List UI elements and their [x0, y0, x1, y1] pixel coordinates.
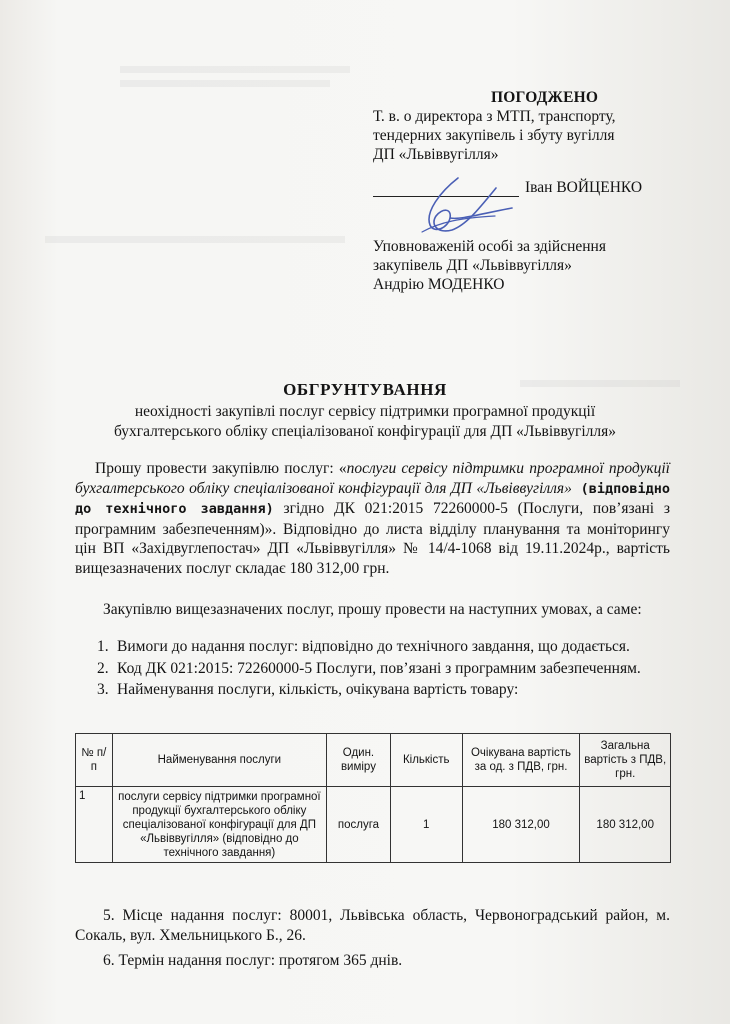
list-item-number: 1.: [97, 638, 109, 655]
header-unit-price: Очікувана вартість за од. з ПДВ, грн.: [462, 734, 580, 787]
list-item: [97, 659, 670, 679]
header-service-name: Найменування послуги: [112, 734, 326, 787]
header-number: № п/п: [76, 734, 113, 787]
handwritten-signature-icon: [400, 170, 520, 250]
list-item-text: Найменування послуги, кількість, очікувана вартість товару:: [117, 681, 519, 698]
service-location-paragraph: 5. Місце надання послуг: 80001, Львівська область, Червоноградський район, м. Сокаль, вул. Хмельницького Б., 26.: [75, 907, 670, 944]
cell-unit-price: 180 312,00: [462, 787, 580, 863]
document-title: ОБГРУНТУВАННЯ: [283, 380, 447, 399]
header-total: Загальна вартість з ПДВ, грн.: [580, 734, 671, 787]
cell-quantity: 1: [390, 787, 462, 863]
cell-number: 1: [76, 787, 113, 863]
subtitle-line: неохідності закупівлі послуг сервісу підтримки програмної продукції: [134, 403, 596, 420]
bleed-through-text: [120, 66, 350, 73]
approval-heading: ПОГОДЖЕНО: [491, 89, 599, 106]
service-term-paragraph: 6. Термін надання послуг: протягом 365 днів.: [103, 952, 403, 969]
cell-unit: послуга: [327, 787, 391, 863]
list-item: [97, 680, 670, 700]
list-item-text: Код ДК 021:2015: 72260000-5 Послуги, пов’язані з програмним забезпеченням.: [117, 659, 641, 677]
services-table: [75, 733, 671, 863]
conditions-list: [97, 637, 670, 702]
request-start: Прошу провести закупівлю послуг: «: [95, 460, 347, 477]
approval-line: тендерних закупівель і збуту вугілля: [373, 127, 615, 144]
header-quantity: Кількість: [390, 734, 462, 787]
list-item-number: 3.: [97, 681, 109, 698]
header-unit: Один. виміру: [327, 734, 391, 787]
table-header-row: [76, 734, 671, 787]
document-subtitle: [60, 402, 670, 442]
list-item-number: 2.: [97, 659, 109, 677]
conditions-paragraph: Закупівлю вищезазначених послуг, прошу провести на наступних умовах, а саме:: [103, 601, 642, 618]
addressee-line: Андрію МОДЕНКО: [373, 276, 505, 293]
tech-spec-note: (відповідно до технічного завдання): [75, 480, 670, 517]
cell-service-name: послуги сервісу підтримки програмної продукції бухгалтерського обліку спеціалізованої конфігурації для ДП «Львіввугілля» (відповідно до технічного завдання): [112, 787, 326, 863]
approval-line: ДП «Львіввугілля»: [373, 146, 499, 163]
list-item: [97, 637, 670, 657]
bleed-through-text: [120, 80, 330, 87]
signer-name: Іван ВОЙЦЕНКО: [525, 179, 643, 196]
request-end: згідно ДК 021:2015 72260000-5 (Послуги, пов’язані з програмним забезпеченням)». Відповідно до листа відділу планування та моніторингу цін ВП «Західвуглепостач» ДП «Львіввугілля» № 14/4-1068 від 19.11.2024р., вартість вищезазначених послуг складає 180 312,00 грн.: [75, 500, 670, 577]
service-name-italic: послуги сервісу підтримки програмної продукції бухгалтерського обліку спеціалізованої конфігурації для ДП «Львіввугілля»: [75, 460, 670, 497]
bleed-through-text: [45, 236, 345, 243]
subtitle-line: бухгалтерського обліку спеціалізованої конфігурації для ДП «Львіввугілля»: [113, 423, 617, 440]
list-item-text: Вимоги до надання послуг: відповідно до технічного завдання, що додається.: [117, 638, 630, 655]
request-paragraph: [75, 459, 670, 578]
addressee-line: Уповноваженій особі за здійснення: [373, 238, 606, 255]
approval-line: Т. в. о директора з МТП, транспорту,: [373, 108, 616, 125]
table-row: [76, 787, 671, 863]
addressee-line: закупівель ДП «Львіввугілля»: [373, 257, 572, 274]
cell-total: 180 312,00: [580, 787, 671, 863]
